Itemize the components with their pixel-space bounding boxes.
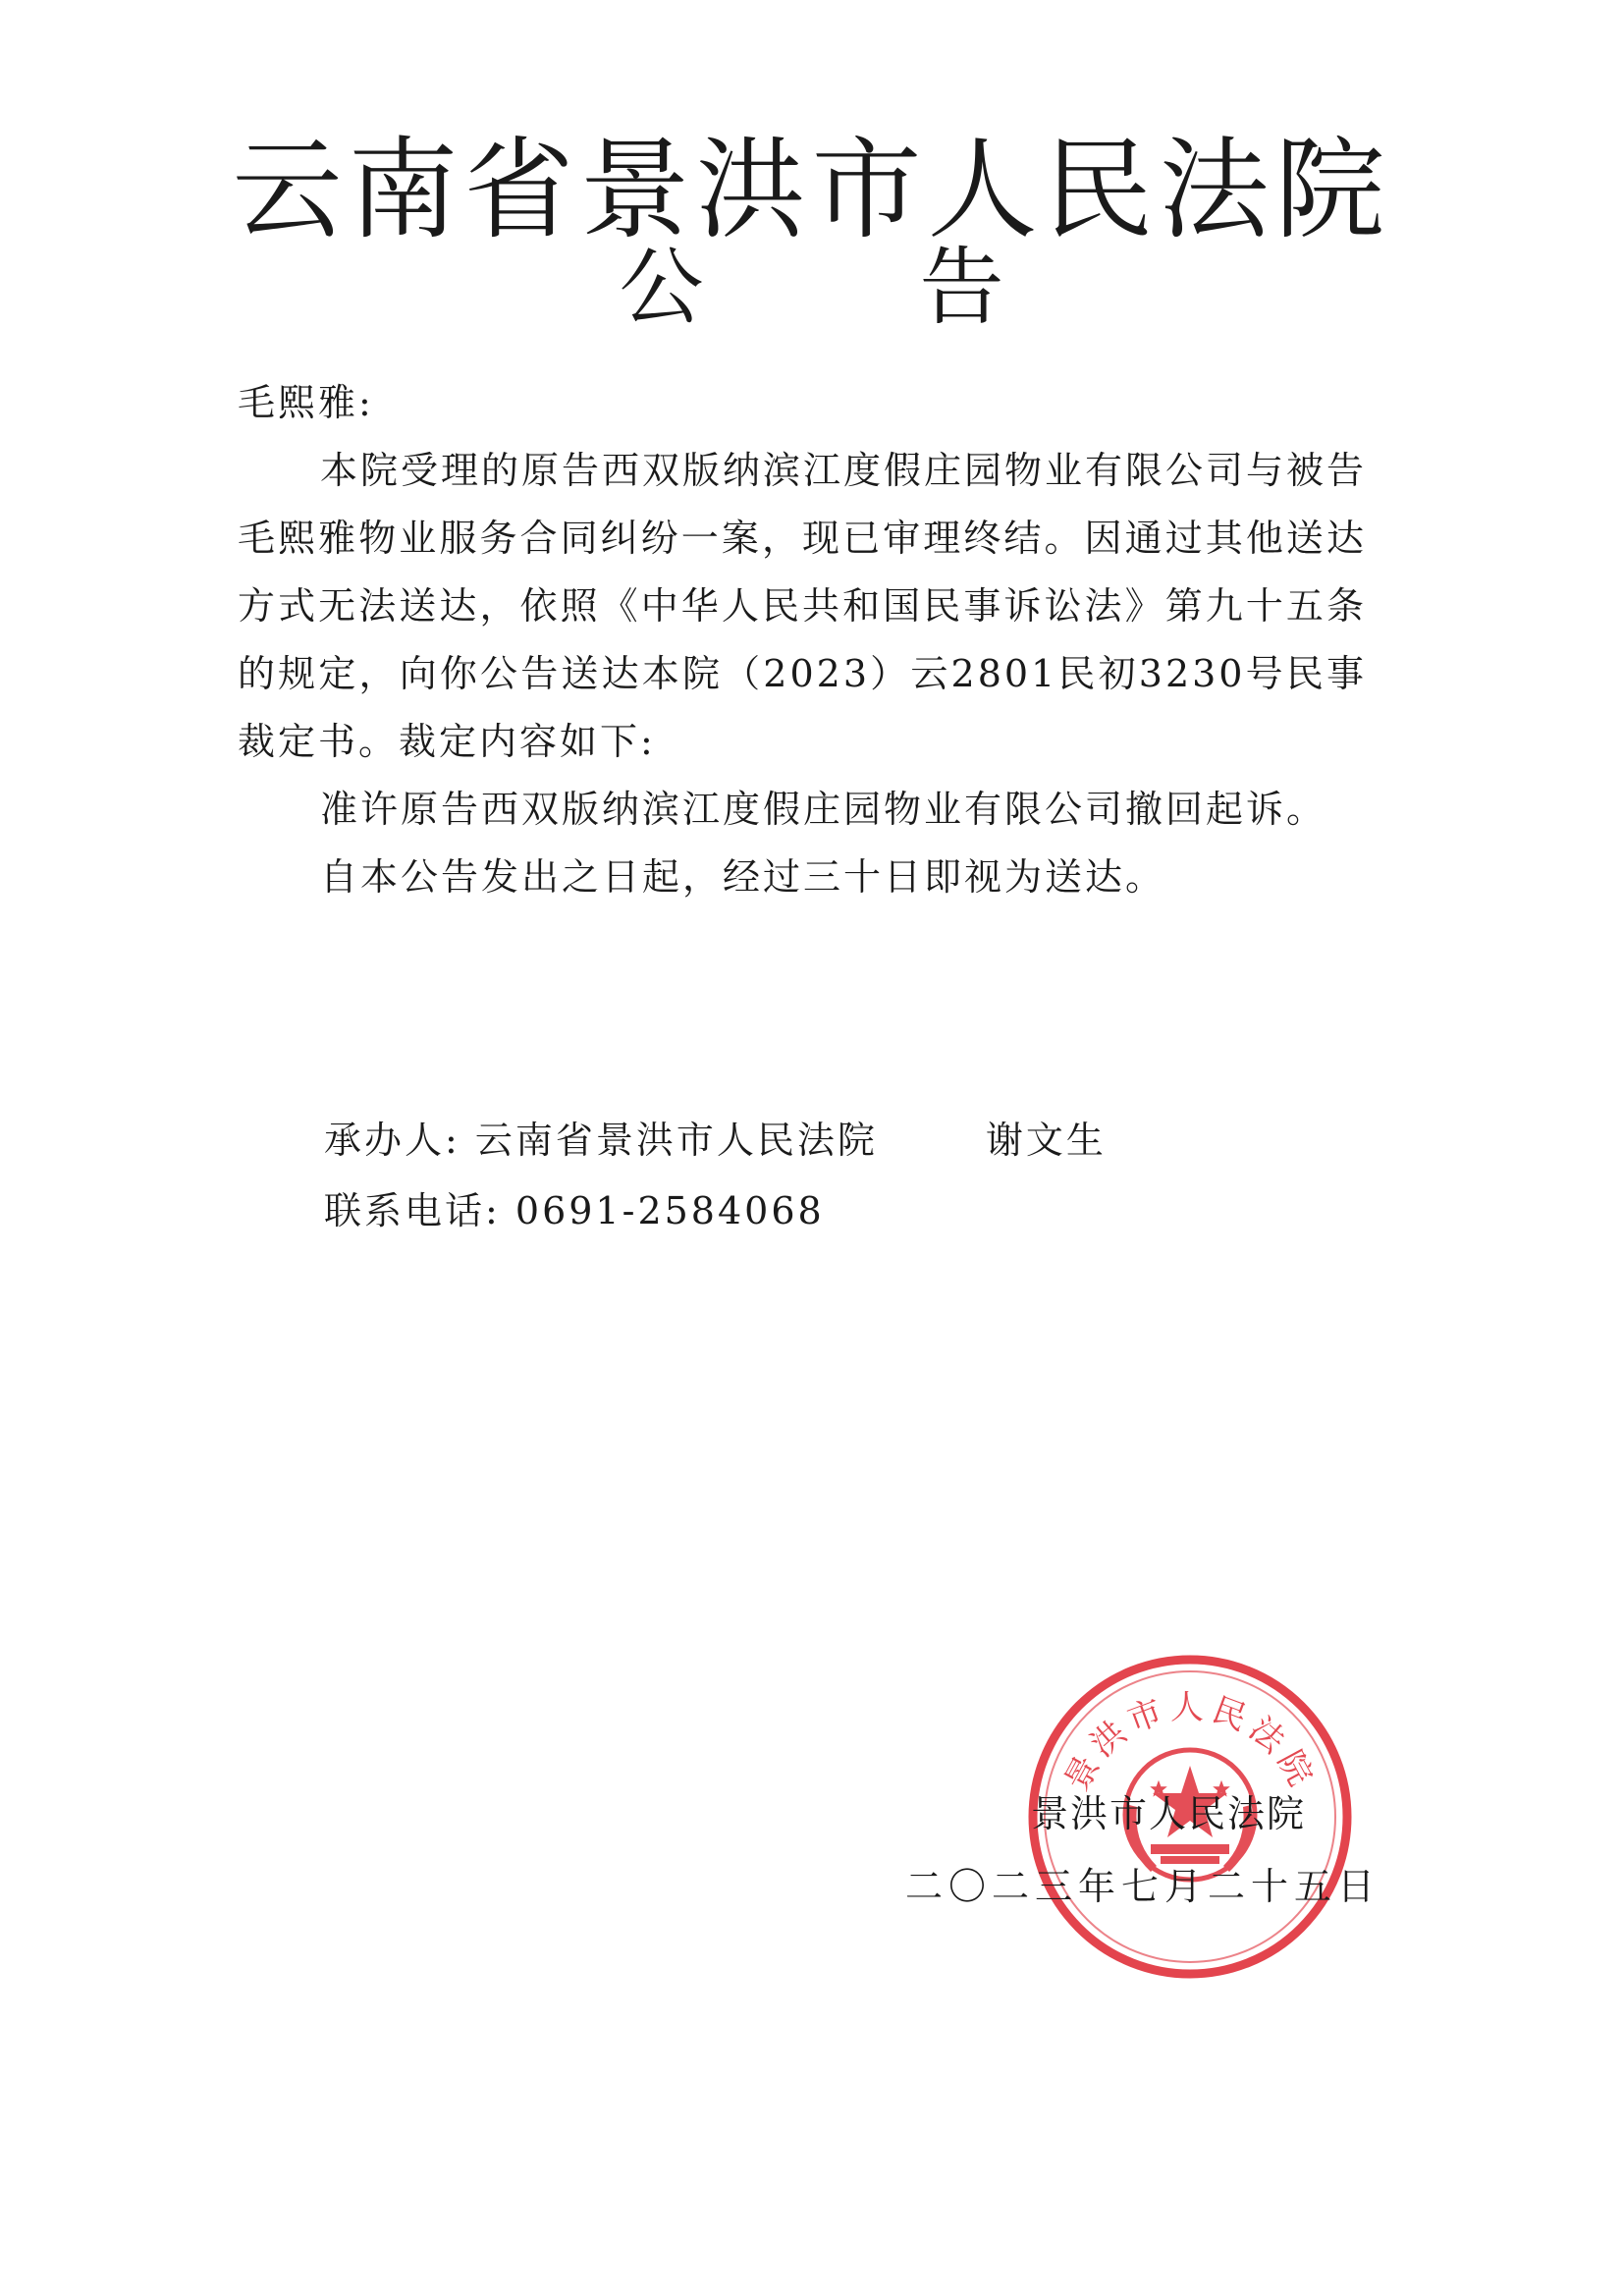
addressee: 毛熙雅: (238, 381, 374, 424)
phone-label: 联系电话: (324, 1189, 501, 1232)
document-title (0, 239, 1623, 337)
signature-court: 景洪市人民法院 (1031, 1792, 1307, 1835)
document-title-char-1: 公 (619, 239, 704, 337)
handler-label: 承办人: (324, 1119, 460, 1162)
notice-body (238, 369, 1367, 911)
court-name-heading: 云南省景洪市人民法院 (232, 127, 1391, 254)
seal-text: 景洪市人民法院 (1056, 1688, 1324, 1798)
signature-date: 二〇二三年七月二十五日 (905, 1865, 1381, 1908)
service-paragraph: 自本公告发出之日起，经过三十日即视为送达。 (320, 855, 1166, 899)
phone-number: 0691-2584068 (514, 1189, 825, 1232)
handler-line (324, 1110, 1107, 1164)
notice-paragraph: 本院受理的原告西双版纳滨江度假庄园物业有限公司与被告毛熙雅物业服务合同纠纷一案，现已审理终结。因通过其他送达方式无法送达，依照《中华人民共和国民事诉讼法》第九十五条的规定，向你公告送达本院（2023）云2801民初3230号民事裁定书。裁定内容如下: (238, 449, 1368, 763)
document-title-char-2: 告 (919, 239, 1004, 337)
phone-line (324, 1180, 825, 1234)
handler-name: 谢文生 (985, 1119, 1107, 1162)
ruling-paragraph: 准许原告西双版纳滨江度假庄园物业有限公司撤回起诉。 (320, 788, 1327, 831)
handler-court: 云南省景洪市人民法院 (474, 1119, 878, 1162)
